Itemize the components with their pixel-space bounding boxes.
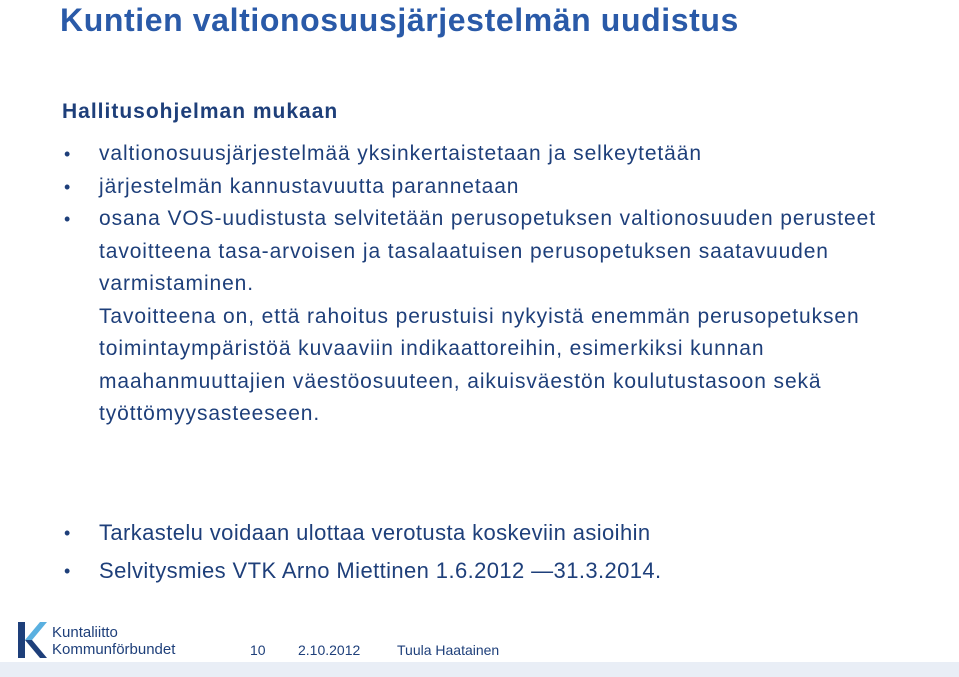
list-item (60, 171, 940, 204)
list-item (60, 514, 940, 552)
logo-line2: Kommunförbundet (52, 641, 176, 658)
bullet-text: Selvitysmies VTK Arno Miettinen 1.6.2012 —31.3.2014. (99, 558, 662, 583)
footer-date: 2.10.2012 (298, 642, 361, 658)
bullet-continuation: Tavoitteena on, että rahoitus perustuisi nykyistä enemmän perusopetuksen toimintaympäristöä kuvaaviin indikaattoreihin, esimerkiksi kunnan maahanmuuttajien väestöosuuteen, aikuisväestön koulutustasoon sekä työttömyysasteeseen. (99, 304, 860, 425)
bullet-text: osana VOS-uudistusta selvitetään perusopetuksen valtionosuuden perusteet tavoitteena tasa-arvoisen ja tasalaatuisen perusopetuksen saatavuuden varmistaminen. (99, 207, 876, 295)
bottom-bar (0, 662, 959, 677)
bullet-text: valtionosuusjärjestelmää yksinkertaistetaan ja selkeytetään (99, 142, 702, 165)
bullet-icon: • (64, 523, 71, 543)
subheading: Hallitusohjelman mukaan (62, 100, 339, 123)
logo-line1: Kuntaliitto (52, 624, 118, 641)
kuntaliitto-logo-icon (14, 618, 48, 664)
slide-title: Kuntien valtionosuusjärjestelmän uudistus (60, 2, 739, 38)
bullet-text: järjestelmän kannustavuutta parannetaan (99, 174, 520, 198)
list-item (60, 203, 940, 431)
page-number: 10 (250, 642, 266, 658)
bullet-icon: • (64, 561, 71, 581)
bullet-icon: • (64, 176, 72, 197)
bullet-list-secondary (60, 514, 940, 590)
bullet-list (60, 138, 940, 431)
footer-author: Tuula Haatainen (397, 642, 500, 658)
list-item (60, 552, 940, 590)
list-item (60, 138, 940, 171)
bullet-icon: • (64, 209, 72, 229)
kuntaliitto-logo (14, 618, 194, 668)
bullet-text: Tarkastelu voidaan ulottaa verotusta koskeviin asioihin (99, 520, 651, 545)
bullet-icon: • (64, 144, 72, 164)
